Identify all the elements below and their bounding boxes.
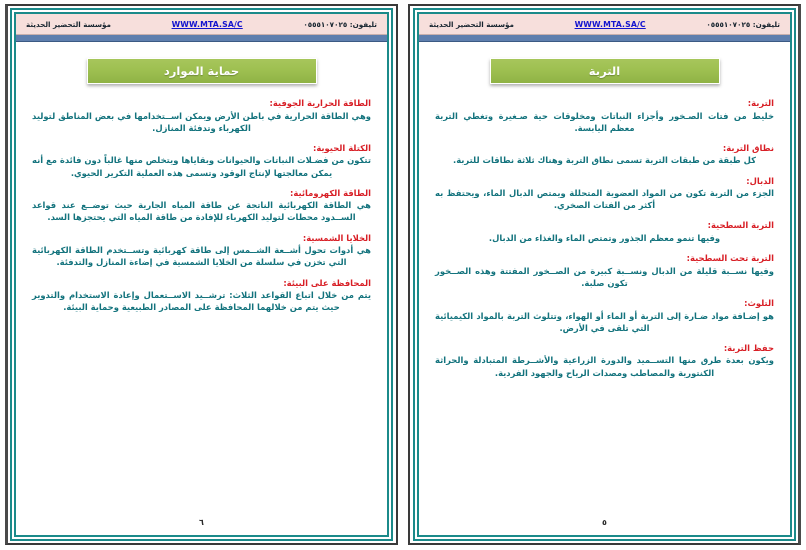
section-soil bbox=[435, 98, 774, 134]
page-right-body bbox=[16, 42, 387, 535]
section-environment-conservation bbox=[32, 278, 371, 314]
page-left bbox=[403, 0, 806, 550]
page-right-frame-inner bbox=[14, 12, 389, 537]
section-biomass bbox=[32, 143, 371, 179]
header-organization: مؤسسة التحضير الحديثة bbox=[429, 19, 514, 29]
page-title-banner bbox=[87, 58, 317, 84]
section-body: الجزء من التربة تكون من المواد العضوية المتحللة ويمتص الدبال الماء، ويحتفظ به أكثر من الفتات الصخري. bbox=[435, 188, 774, 211]
section-body: خليط من فتات الصـخور وأجزاء النباتات ومخلوقات حية صـغيرة وتغطي التربة معظم اليابسة. bbox=[435, 110, 774, 133]
section-heading: الطاقة الكهرومائية: bbox=[290, 187, 371, 198]
page-left-sections bbox=[431, 98, 778, 379]
page-number: ٦ bbox=[199, 518, 204, 527]
header-organization: مؤسسة التحضير الحديثة bbox=[26, 19, 111, 29]
section-body: يتم من خلال اتباع القواعد الثلاث: ترشــيد الاســتعمال وإعادة الاستخدام والتدوير حيث يتم من خلالهما المحافظة على المصادر الطبيعية وحماية البيئة. bbox=[32, 290, 371, 313]
section-geothermal-energy bbox=[32, 98, 371, 134]
section-body: وهي الطاقة الحرارية في باطن الأرض ويمكن اســتخدامها في بعض المناطق لتوليد الكهرباء وتدفئة المنازل. bbox=[32, 110, 371, 133]
page-title-text: حماية الموارد bbox=[163, 64, 240, 78]
section-body: تتكون من فضـلات النباتات والحيوانات وبقاياها ويتخلص منها غالباً دون فائدة مع أنه يمكن معالجتها لإنتاج الوقود وتسمى هذه العملية التكرير الحيوي. bbox=[32, 155, 371, 178]
section-body: وفيها تنمو معظم الجذور وتمتص الماء والغذاء من الدبال. bbox=[488, 232, 721, 243]
page-left-banner-wrap bbox=[431, 58, 778, 84]
section-hydroelectric-energy bbox=[32, 188, 371, 224]
section-heading: المحافظة على البيئة: bbox=[283, 277, 371, 288]
section-pollution bbox=[435, 298, 774, 334]
page-number: ٥ bbox=[602, 518, 607, 527]
header-website-link[interactable]: WWW.MTA.SA/C bbox=[574, 19, 646, 29]
page-right-banner-wrap bbox=[28, 58, 375, 84]
section-heading: التربة تحت السطحية: bbox=[686, 253, 774, 264]
header-phone: تليفون: ٠٥٥٥١٠٧٠٢٥ bbox=[303, 19, 377, 29]
section-heading: التلوث: bbox=[744, 298, 774, 308]
section-heading: الخلايا الشمسية: bbox=[302, 232, 371, 243]
section-heading: الطاقة الحرارية الجوفية: bbox=[269, 98, 371, 108]
section-heading: التربة: bbox=[747, 98, 774, 108]
header-website-link[interactable]: WWW.MTA.SA/C bbox=[171, 19, 243, 29]
page-right-frame-outer bbox=[10, 8, 393, 541]
section-body: وفيها نســبة قليلة من الدبال ونســبة كبيرة من الصــخور المفتتة وهذه الصــخور تكون صلبة. bbox=[435, 265, 774, 288]
page-left-body bbox=[419, 42, 790, 535]
section-heading: الدبال: bbox=[746, 175, 774, 186]
header-phone: تليفون: ٠٥٥٥١٠٧٠٢٥ bbox=[706, 19, 780, 29]
page-title-banner bbox=[490, 58, 720, 84]
section-body: هي الطاقة الكهربائية الناتجة عن طاقة المياه الجارية حيث توضــع عند قواعد الســدود محطات لتوليد الكهرباء للإفادة من طاقة المياه التي يحتجزها السد. bbox=[32, 200, 371, 223]
header-rule bbox=[419, 35, 790, 42]
section-body: هو إضـافة مواد ضـارة إلى التربة أو الماء أو الهواء، وتتلوث التربة بالمواد الكيميائية التي تلقى في الأرض. bbox=[435, 310, 774, 333]
section-topsoil bbox=[435, 220, 774, 244]
header-rule bbox=[16, 35, 387, 42]
section-heading: الكتلة الحيوية: bbox=[312, 142, 371, 153]
page-left-frame-inner bbox=[417, 12, 792, 537]
section-body: هي أدوات تحول أشــعة الشــمس إلى طاقة كهربائية وتســتخدم الطاقة الكهربائية التي تخزن في سلسلة من الخلايا الشمسية في إضاءة المنازل والتدفئة. bbox=[32, 245, 371, 268]
section-soil-horizon bbox=[435, 143, 774, 167]
section-solar-cells bbox=[32, 233, 371, 269]
page-right-sections bbox=[28, 98, 375, 313]
page-title-text: التربة bbox=[588, 64, 621, 78]
section-heading: حفظ التربة: bbox=[723, 342, 774, 353]
section-heading: التربة السطحية: bbox=[707, 220, 774, 231]
page-right-header bbox=[16, 14, 387, 35]
section-body: ويكون بعدة طرق منها التســميد والدورة الزراعية والأشــرطة المتبادلة والحراثة الكنتورية والمصاطب ومصدات الرياح والجهود الفردية. bbox=[435, 355, 774, 378]
section-soil-conservation bbox=[435, 343, 774, 379]
section-body: كل طبقة من طبقات التربة تسمى نطاق التربة وهناك ثلاثة نطاقات للتربة. bbox=[453, 155, 756, 166]
section-humus bbox=[435, 176, 774, 212]
page-left-frame-outer bbox=[413, 8, 796, 541]
section-subsoil bbox=[435, 253, 774, 289]
page-left-header bbox=[419, 14, 790, 35]
section-heading: نطاق التربة: bbox=[722, 142, 774, 153]
